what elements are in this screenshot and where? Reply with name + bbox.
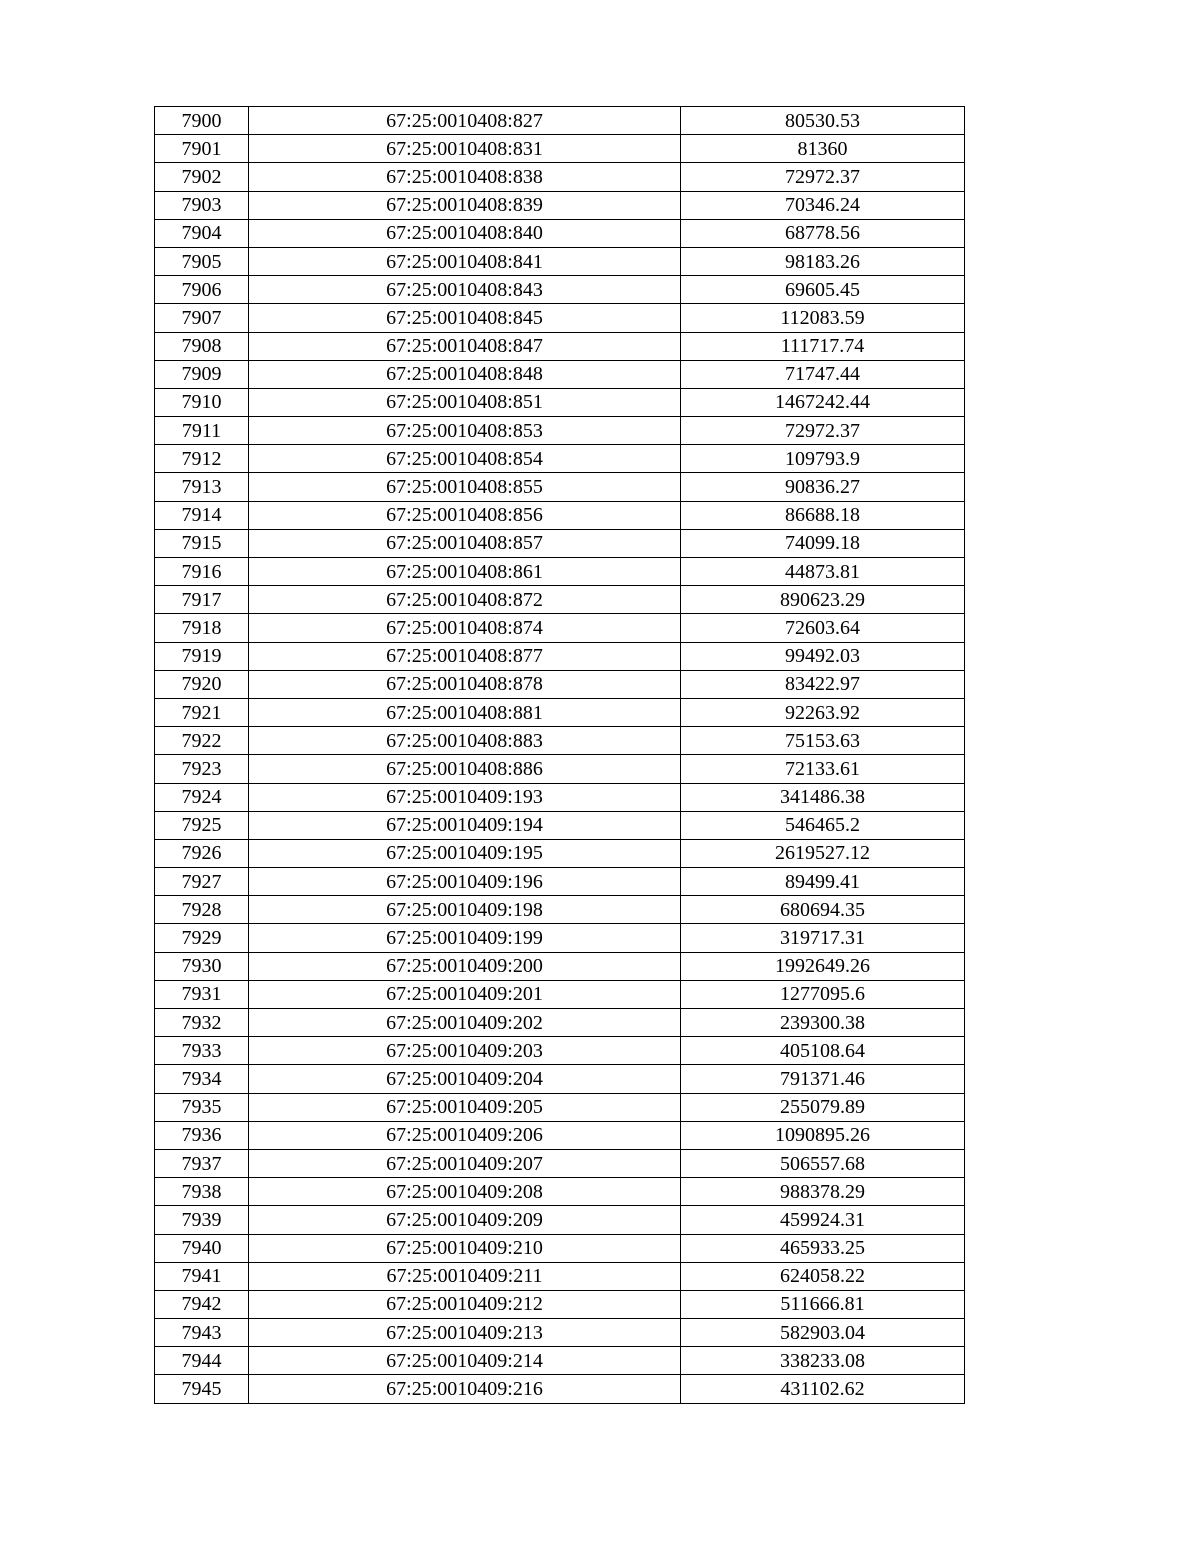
- value-cell: 319717.31: [681, 924, 965, 952]
- cadastral-number-cell: 67:25:0010408:855: [249, 473, 681, 501]
- table-row: [155, 473, 965, 501]
- cadastral-number-cell: 67:25:0010408:840: [249, 219, 681, 247]
- row-number-cell: 7919: [155, 642, 249, 670]
- value-cell: 988378.29: [681, 1178, 965, 1206]
- row-number-cell: 7934: [155, 1065, 249, 1093]
- value-cell: 99492.03: [681, 642, 965, 670]
- table-row: [155, 670, 965, 698]
- cadastral-number-cell: 67:25:0010409:216: [249, 1375, 681, 1403]
- table-row: [155, 924, 965, 952]
- table-row: [155, 304, 965, 332]
- table-row: [155, 1093, 965, 1121]
- cadastral-number-cell: 67:25:0010408:838: [249, 163, 681, 191]
- cadastral-number-cell: 67:25:0010408:878: [249, 670, 681, 698]
- cadastral-number-cell: 67:25:0010408:854: [249, 445, 681, 473]
- cadastral-number-cell: 67:25:0010408:883: [249, 727, 681, 755]
- value-cell: 90836.27: [681, 473, 965, 501]
- cadastral-number-cell: 67:25:0010408:877: [249, 642, 681, 670]
- cadastral-number-cell: 67:25:0010408:856: [249, 501, 681, 529]
- table-row: [155, 388, 965, 416]
- table-row: [155, 1121, 965, 1149]
- table-row: [155, 163, 965, 191]
- value-cell: 69605.45: [681, 276, 965, 304]
- value-cell: 431102.62: [681, 1375, 965, 1403]
- cadastral-number-cell: 67:25:0010408:886: [249, 755, 681, 783]
- value-cell: 1090895.26: [681, 1121, 965, 1149]
- row-number-cell: 7941: [155, 1262, 249, 1290]
- row-number-cell: 7906: [155, 276, 249, 304]
- row-number-cell: 7938: [155, 1178, 249, 1206]
- value-cell: 680694.35: [681, 896, 965, 924]
- table-row: [155, 586, 965, 614]
- table-row: [155, 1149, 965, 1177]
- table-row: [155, 642, 965, 670]
- row-number-cell: 7936: [155, 1121, 249, 1149]
- table-row: [155, 1319, 965, 1347]
- row-number-cell: 7935: [155, 1093, 249, 1121]
- row-number-cell: 7909: [155, 360, 249, 388]
- table-row: [155, 980, 965, 1008]
- value-cell: 89499.41: [681, 868, 965, 896]
- row-number-cell: 7937: [155, 1149, 249, 1177]
- cadastral-number-cell: 67:25:0010408:853: [249, 417, 681, 445]
- table-row: [155, 529, 965, 557]
- table-row: [155, 191, 965, 219]
- cadastral-number-cell: 67:25:0010408:874: [249, 614, 681, 642]
- cadastral-number-cell: 67:25:0010409:214: [249, 1347, 681, 1375]
- row-number-cell: 7929: [155, 924, 249, 952]
- cadastral-number-cell: 67:25:0010408:881: [249, 698, 681, 726]
- row-number-cell: 7917: [155, 586, 249, 614]
- cadastral-number-cell: 67:25:0010409:212: [249, 1290, 681, 1318]
- cadastral-number-cell: 67:25:0010408:845: [249, 304, 681, 332]
- cadastral-number-cell: 67:25:0010409:195: [249, 839, 681, 867]
- value-cell: 546465.2: [681, 811, 965, 839]
- row-number-cell: 7942: [155, 1290, 249, 1318]
- value-cell: 1992649.26: [681, 952, 965, 980]
- cadastral-number-cell: 67:25:0010408:843: [249, 276, 681, 304]
- value-cell: 75153.63: [681, 727, 965, 755]
- value-cell: 68778.56: [681, 219, 965, 247]
- cadastral-number-cell: 67:25:0010409:205: [249, 1093, 681, 1121]
- value-cell: 86688.18: [681, 501, 965, 529]
- value-cell: 72972.37: [681, 417, 965, 445]
- value-cell: 80530.53: [681, 107, 965, 135]
- table-row: [155, 1262, 965, 1290]
- value-cell: 98183.26: [681, 247, 965, 275]
- cadastral-number-cell: 67:25:0010409:200: [249, 952, 681, 980]
- value-cell: 506557.68: [681, 1149, 965, 1177]
- value-cell: 405108.64: [681, 1037, 965, 1065]
- data-table: [154, 106, 965, 1404]
- table-row: [155, 135, 965, 163]
- cadastral-number-cell: 67:25:0010408:848: [249, 360, 681, 388]
- value-cell: 111717.74: [681, 332, 965, 360]
- table-row: [155, 1009, 965, 1037]
- table-row: [155, 276, 965, 304]
- value-cell: 71747.44: [681, 360, 965, 388]
- cadastral-number-cell: 67:25:0010408:827: [249, 107, 681, 135]
- value-cell: 1467242.44: [681, 388, 965, 416]
- table-row: [155, 558, 965, 586]
- value-cell: 2619527.12: [681, 839, 965, 867]
- row-number-cell: 7922: [155, 727, 249, 755]
- table-row: [155, 1065, 965, 1093]
- row-number-cell: 7916: [155, 558, 249, 586]
- value-cell: 74099.18: [681, 529, 965, 557]
- table-row: [155, 698, 965, 726]
- cadastral-number-cell: 67:25:0010409:202: [249, 1009, 681, 1037]
- table-row: [155, 811, 965, 839]
- cadastral-number-cell: 67:25:0010409:210: [249, 1234, 681, 1262]
- row-number-cell: 7908: [155, 332, 249, 360]
- value-cell: 109793.9: [681, 445, 965, 473]
- table-row: [155, 445, 965, 473]
- row-number-cell: 7907: [155, 304, 249, 332]
- cadastral-number-cell: 67:25:0010409:211: [249, 1262, 681, 1290]
- cadastral-number-cell: 67:25:0010409:208: [249, 1178, 681, 1206]
- cadastral-number-cell: 67:25:0010409:206: [249, 1121, 681, 1149]
- value-cell: 791371.46: [681, 1065, 965, 1093]
- table-row: [155, 952, 965, 980]
- value-cell: 255079.89: [681, 1093, 965, 1121]
- table-row: [155, 247, 965, 275]
- table-row: [155, 1206, 965, 1234]
- cadastral-number-cell: 67:25:0010408:831: [249, 135, 681, 163]
- row-number-cell: 7903: [155, 191, 249, 219]
- row-number-cell: 7911: [155, 417, 249, 445]
- cadastral-number-cell: 67:25:0010409:199: [249, 924, 681, 952]
- table-row: [155, 839, 965, 867]
- cadastral-number-cell: 67:25:0010409:196: [249, 868, 681, 896]
- cadastral-number-cell: 67:25:0010409:198: [249, 896, 681, 924]
- row-number-cell: 7925: [155, 811, 249, 839]
- row-number-cell: 7921: [155, 698, 249, 726]
- row-number-cell: 7927: [155, 868, 249, 896]
- row-number-cell: 7900: [155, 107, 249, 135]
- row-number-cell: 7913: [155, 473, 249, 501]
- row-number-cell: 7912: [155, 445, 249, 473]
- value-cell: 465933.25: [681, 1234, 965, 1262]
- value-cell: 112083.59: [681, 304, 965, 332]
- table-row: [155, 1234, 965, 1262]
- cadastral-number-cell: 67:25:0010409:209: [249, 1206, 681, 1234]
- value-cell: 511666.81: [681, 1290, 965, 1318]
- row-number-cell: 7901: [155, 135, 249, 163]
- table-row: [155, 1375, 965, 1403]
- value-cell: 72603.64: [681, 614, 965, 642]
- value-cell: 70346.24: [681, 191, 965, 219]
- cadastral-number-cell: 67:25:0010408:847: [249, 332, 681, 360]
- row-number-cell: 7932: [155, 1009, 249, 1037]
- cadastral-number-cell: 67:25:0010408:872: [249, 586, 681, 614]
- table-row: [155, 219, 965, 247]
- table-row: [155, 107, 965, 135]
- cadastral-number-cell: 67:25:0010409:203: [249, 1037, 681, 1065]
- value-cell: 92263.92: [681, 698, 965, 726]
- cadastral-number-cell: 67:25:0010408:861: [249, 558, 681, 586]
- row-number-cell: 7904: [155, 219, 249, 247]
- value-cell: 72133.61: [681, 755, 965, 783]
- row-number-cell: 7944: [155, 1347, 249, 1375]
- table-row: [155, 868, 965, 896]
- cadastral-number-cell: 67:25:0010409:194: [249, 811, 681, 839]
- table-row: [155, 1290, 965, 1318]
- row-number-cell: 7910: [155, 388, 249, 416]
- cadastral-number-cell: 67:25:0010408:839: [249, 191, 681, 219]
- value-cell: 624058.22: [681, 1262, 965, 1290]
- table-row: [155, 417, 965, 445]
- value-cell: 582903.04: [681, 1319, 965, 1347]
- table-row: [155, 1037, 965, 1065]
- row-number-cell: 7926: [155, 839, 249, 867]
- row-number-cell: 7930: [155, 952, 249, 980]
- value-cell: 459924.31: [681, 1206, 965, 1234]
- table-row: [155, 332, 965, 360]
- row-number-cell: 7933: [155, 1037, 249, 1065]
- table-row: [155, 614, 965, 642]
- cadastral-number-cell: 67:25:0010408:841: [249, 247, 681, 275]
- cadastral-number-cell: 67:25:0010409:213: [249, 1319, 681, 1347]
- value-cell: 341486.38: [681, 783, 965, 811]
- row-number-cell: 7902: [155, 163, 249, 191]
- table-row: [155, 727, 965, 755]
- row-number-cell: 7940: [155, 1234, 249, 1262]
- row-number-cell: 7945: [155, 1375, 249, 1403]
- table-row: [155, 501, 965, 529]
- cadastral-number-cell: 67:25:0010409:201: [249, 980, 681, 1008]
- table-row: [155, 360, 965, 388]
- row-number-cell: 7943: [155, 1319, 249, 1347]
- value-cell: 83422.97: [681, 670, 965, 698]
- row-number-cell: 7924: [155, 783, 249, 811]
- row-number-cell: 7914: [155, 501, 249, 529]
- row-number-cell: 7923: [155, 755, 249, 783]
- cadastral-number-cell: 67:25:0010409:207: [249, 1149, 681, 1177]
- value-cell: 338233.08: [681, 1347, 965, 1375]
- cadastral-number-cell: 67:25:0010409:193: [249, 783, 681, 811]
- table-row: [155, 755, 965, 783]
- cadastral-number-cell: 67:25:0010408:851: [249, 388, 681, 416]
- cadastral-number-cell: 67:25:0010408:857: [249, 529, 681, 557]
- value-cell: 239300.38: [681, 1009, 965, 1037]
- row-number-cell: 7920: [155, 670, 249, 698]
- value-cell: 72972.37: [681, 163, 965, 191]
- value-cell: 44873.81: [681, 558, 965, 586]
- row-number-cell: 7928: [155, 896, 249, 924]
- table-row: [155, 896, 965, 924]
- value-cell: 81360: [681, 135, 965, 163]
- row-number-cell: 7918: [155, 614, 249, 642]
- row-number-cell: 7915: [155, 529, 249, 557]
- table-row: [155, 1347, 965, 1375]
- table-body: [155, 107, 965, 1404]
- table-row: [155, 783, 965, 811]
- table-row: [155, 1178, 965, 1206]
- row-number-cell: 7905: [155, 247, 249, 275]
- value-cell: 890623.29: [681, 586, 965, 614]
- cadastral-number-cell: 67:25:0010409:204: [249, 1065, 681, 1093]
- value-cell: 1277095.6: [681, 980, 965, 1008]
- row-number-cell: 7931: [155, 980, 249, 1008]
- row-number-cell: 7939: [155, 1206, 249, 1234]
